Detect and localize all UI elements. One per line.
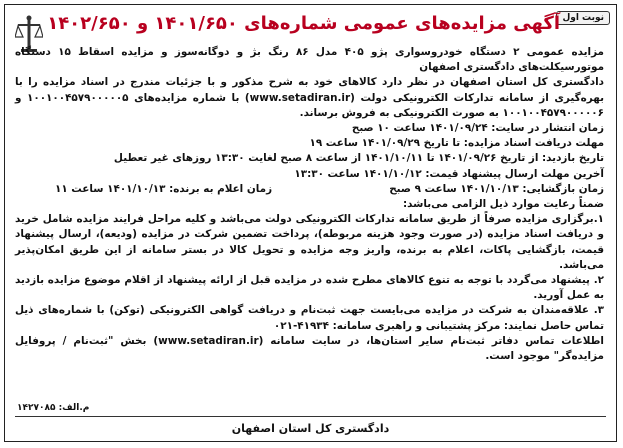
intro-line-2: دادگستری کل استان اصفهان در نظر دارد کالاهای خود به شرح مذکور و با جزئیات مندرج در اسناد مزایده را با بهره‌گیری از سامانه تدارکات الکترونیکی دولت (www.setadiran.ir) با شماره مزایده‌های ۱۰۰۱۰۰۴۵۷۹۰۰۰۰۰۵ و ۱۰۰۱۰۰۴۵۷۹۰۰۰۰۰۶ به صورت الکترونیکی به فروش برساند. (15, 76, 604, 119)
note-2: ۲. پیشنهاد می‌گردد با توجه به تنوع کالاهای مطرح شده در مزایده قبل از ارائه پیشنهاد از اقلام موضوع مزایده بازدید به عمل آورید. (15, 274, 604, 302)
reference-number: م.الف: ۱۴۲۷۰۸۵ (17, 403, 90, 413)
note-1: ۱.برگزاری مزایده صرفاً از طریق سامانه تدارکات الکترونیکی دولت می‌باشد و کلیه مراحل فرایند مزایده شامل خرید و دریافت اسناد مزایده (در صورت وجود هزینه مربوطه)، پرداخت تضمین شرکت در مزایده (ودیعه)، ارسال پیشنهاد قیمت، بازگشایی پاکات، اعلام به برنده، واریز وجه مزایده و تحویل کالا در بستر سامانه از این طریق امکان‌پذیر می‌باشد. (15, 213, 604, 271)
note-4: اطلاعات تماس دفاتر ثبت‌نام سایر استان‌ها، در سایت سامانه (www.setadiran.ir) بخش "ثبت‌نام / پروفایل مزایده‌گر" موجود است. (15, 334, 604, 363)
opening-row (15, 182, 604, 197)
notice-title: آگهی مزایده‌های عمومی شماره‌های ۱۴۰۱/۶۵۰ و ۱۴۰۲/۶۵۰ (47, 13, 560, 34)
footer-divider (15, 416, 606, 417)
winner-announcement: زمان اعلام به برنده: ۱۴۰۱/۱۰/۱۳ ساعت ۱۱ (55, 182, 273, 195)
notice-body (15, 45, 604, 364)
visit-dates: تاریخ بازدید: از تاریخ ۱۴۰۱/۰۹/۲۶ تا ۱۴۰۱/۱۰/۱۱ از ساعت ۸ صبح لغایت ۱۳:۳۰ روزهای غیر تعطیل (113, 152, 604, 165)
publish-time: زمان انتشار در سایت: ۱۴۰۱/۰۹/۲۴ ساعت ۱۰ صبح (351, 122, 604, 135)
opening-time: زمان بازگشایی: ۱۴۰۱/۱۰/۱۳ ساعت ۹ صبح (389, 182, 604, 195)
note-3: ۳. علاقه‌مندان به شرکت در مزایده می‌بایست جهت ثبت‌نام و دریافت گواهی الکترونیکی (توکن) با شماره‌های ذیل تماس حاصل نمایند: مرکز پشتیبانی و راهبری سامانه: ۴۱۹۳۴-۰۲۱ (15, 304, 604, 332)
docs-deadline: مهلت دریافت اسناد مزایده: تا تاریخ ۱۴۰۱/۰۹/۲۹ ساعت ۱۹ (309, 137, 604, 150)
notes-heading: ضمناً رعایت موارد ذیل الزامی می‌باشد: (402, 198, 604, 211)
intro-line-1: مزایده عمومی ۲ دستگاه خودروسواری پژو ۴۰۵ مدل ۸۶ رنگ بژ و دوگانه‌سوز و مزایده اسقاط ۱۵ دستگاه موتورسیکلت‌های دادگستری اصفهان (15, 46, 604, 74)
organization-name: دادگستری کل استان اصفهان (231, 422, 390, 435)
notice-frame (4, 4, 617, 442)
offer-deadline: آخرین مهلت ارسال پیشنهاد قیمت: ۱۴۰۱/۱۰/۱۲ ساعت ۱۳:۳۰ (294, 167, 604, 180)
turn-badge: نوبت اول (556, 11, 610, 25)
